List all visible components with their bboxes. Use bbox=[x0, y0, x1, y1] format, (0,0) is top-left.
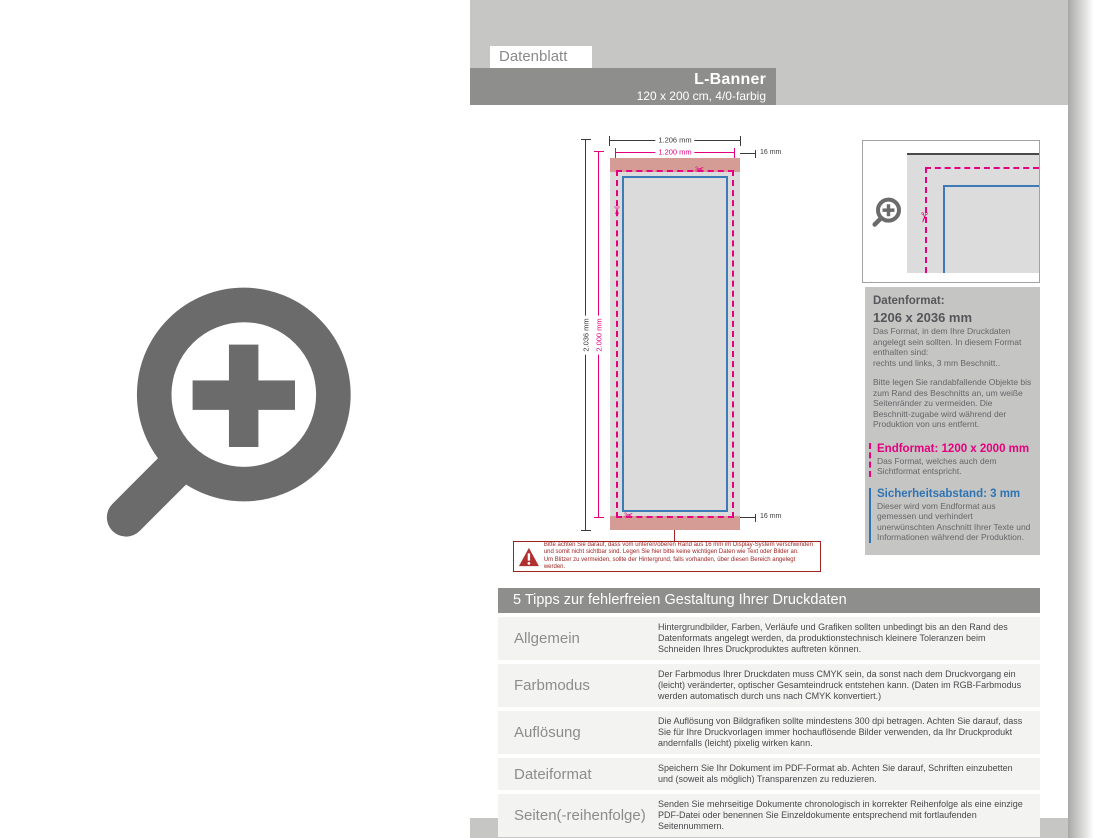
bottom-margin-leader bbox=[740, 517, 756, 518]
table-row bbox=[498, 664, 1040, 707]
outer-height-label: 2.036 mm bbox=[582, 315, 591, 354]
inner-width-label: 1.200 mm bbox=[655, 148, 694, 157]
inner-height-dimension bbox=[594, 152, 604, 517]
tip-label-dateiformat: Dateiformat bbox=[514, 765, 592, 783]
warning-line-3: Um Blitzer zu vermeiden, sollte der Hintergrund, falls vorhanden, über diesen Bereich angelegt werden. bbox=[543, 556, 796, 570]
endformat-dashed-line-h bbox=[925, 167, 1039, 169]
corner-zoom-box bbox=[862, 140, 1040, 283]
sicherheitsabstand-desc: Dieser wird vom Endformat aus gemessen und verhindert unerwünschten Anschnitt Ihrer Texte und Informationen während der Produktion. bbox=[877, 500, 1031, 542]
tip-label-aufloesung: Auflösung bbox=[514, 724, 581, 741]
tip-label-allgemein: Allgemein bbox=[514, 630, 580, 647]
tip-text-dateiformat: Speichern Sie Ihr Dokument im PDF-Format ab. Achten Sie darauf, Schriften einzubetten und (soweit als möglich) Transparenzen zu reduzieren. bbox=[658, 763, 1013, 784]
warning-line-1: Bitte achten Sie darauf, dass vom unteren/oberen Rand aus 16 mm im Display-System verschwinden bbox=[543, 541, 813, 548]
product-title-bar bbox=[470, 68, 776, 105]
tip-text-aufloesung: Die Auflösung von Bildgrafiken sollte mindestens 300 dpi betragen. Achten Sie darauf, dass Sie für Ihre Druckvorlagen immer hochauflösende Bilder verwenden, da Ihr Druckprodukt andernfalls (leicht) pixelig wirken kann. bbox=[658, 716, 1023, 748]
zoom-plus-icon-graphic bbox=[103, 283, 359, 547]
table-row bbox=[498, 617, 1040, 660]
datenformat-desc-2: rechts und links, 3 mm Beschnitt.. bbox=[873, 357, 1001, 368]
datenformat-desc-3: Bitte legen Sie randabfallende Objekte bis zum Rand des Beschnitts an, um weiße Seitenränder zu vermeiden. Die Beschnitt-zugabe wird während der Produktion von uns entfernt. bbox=[873, 377, 1032, 429]
sicherheitsabstand-label: Sicherheitsabstand: 3 mm bbox=[877, 487, 1021, 500]
inner-height-label: 2.000 mm bbox=[595, 315, 604, 354]
safety-margin-rect bbox=[622, 176, 728, 512]
warning-text bbox=[544, 542, 816, 572]
warning-box bbox=[513, 541, 821, 572]
banner-format-diagram bbox=[610, 158, 740, 530]
table-row bbox=[498, 794, 1040, 837]
safety-line-v bbox=[943, 185, 945, 273]
outer-height-dimension bbox=[581, 140, 591, 530]
bottom-margin-label: 16 mm bbox=[760, 513, 782, 520]
tip-label-farbmodus: Farbmodus bbox=[514, 677, 590, 694]
top-margin-label: 16 mm bbox=[760, 149, 782, 156]
safety-line-h bbox=[943, 185, 1039, 187]
tip-text-seitenreihenfolge: Senden Sie mehrseitige Dokumente chronologisch in korrekter Reihenfolge als eine einzige PDF-Datei oder benennen Sie Einzeldokumente entsprechend mit fortlaufenden Seitennummern. bbox=[658, 799, 1023, 831]
tips-table bbox=[498, 617, 1040, 838]
datenblatt-tab: Datenblatt bbox=[490, 46, 592, 68]
endformat-label: Endformat: 1200 x 2000 mm bbox=[877, 442, 1030, 455]
endformat-block bbox=[869, 443, 1032, 477]
product-title: L-Banner bbox=[694, 71, 766, 88]
outer-width-label: 1.206 mm bbox=[655, 136, 694, 145]
product-subtitle: 120 x 200 cm, 4/0-farbig bbox=[636, 89, 766, 103]
table-row bbox=[498, 758, 1040, 790]
corner-detail-sample bbox=[907, 153, 1039, 273]
panel-shadow bbox=[1068, 0, 1094, 838]
warning-triangle-icon bbox=[518, 547, 540, 567]
scissors-icon: ✂ bbox=[610, 205, 623, 216]
scissors-icon: ✂ bbox=[916, 211, 933, 224]
tip-label-seitenreihenfolge: Seiten(-reihenfolge) bbox=[514, 807, 646, 824]
endformat-desc: Das Format, welches auch dem Sichtformat entspricht. bbox=[877, 455, 997, 476]
datenformat-label: Datenformat: bbox=[873, 295, 945, 307]
table-row bbox=[498, 711, 1040, 754]
scissors-icon: ✂ bbox=[624, 510, 634, 522]
datenformat-value: 1206 x 2036 mm bbox=[873, 310, 973, 325]
sicherheitsabstand-block bbox=[869, 488, 1032, 543]
top-margin-leader bbox=[740, 153, 756, 154]
datenformat-desc-1: Das Format, in dem Ihre Druckdaten angelegt sein sollten. In diesem Format enthalten sind: bbox=[873, 326, 1022, 357]
scissors-icon: ✂ bbox=[695, 164, 705, 176]
warning-line-2: und somit nicht sichtbar sind. Legen Sie hier bitte keine wichtigen Daten wie Text oder Bilder an. bbox=[543, 549, 799, 555]
zoom-plus-icon-small bbox=[872, 197, 902, 228]
tip-text-farbmodus: Der Farbmodus Ihrer Druckdaten muss CMYK sein, da sonst nach dem Druckvorgang ein (leicht) veränderter, optischer Gesamteindruck entstehen kann. (Daten im RGB-Farbmodus werden automatisch durch uns nach CMYK konvertiert.) bbox=[658, 669, 1022, 701]
zoom-plus-icon[interactable] bbox=[103, 283, 359, 547]
tip-text-allgemein: Hintergrundbilder, Farben, Verläufe und Grafiken sollten unbedingt bis an den Rand des Datenformats angelegt werden, da produktionstechnisch kleinere Toleranzen beim Schneiden Ihres Druckproduktes auftreten können. bbox=[658, 622, 1008, 654]
tips-section-header: 5 Tipps zur fehlerfreien Gestaltung Ihrer Druckdaten bbox=[498, 588, 1040, 613]
outer-width-dimension bbox=[610, 135, 740, 145]
format-info-panel bbox=[865, 287, 1040, 555]
inner-width-dimension bbox=[616, 147, 734, 157]
